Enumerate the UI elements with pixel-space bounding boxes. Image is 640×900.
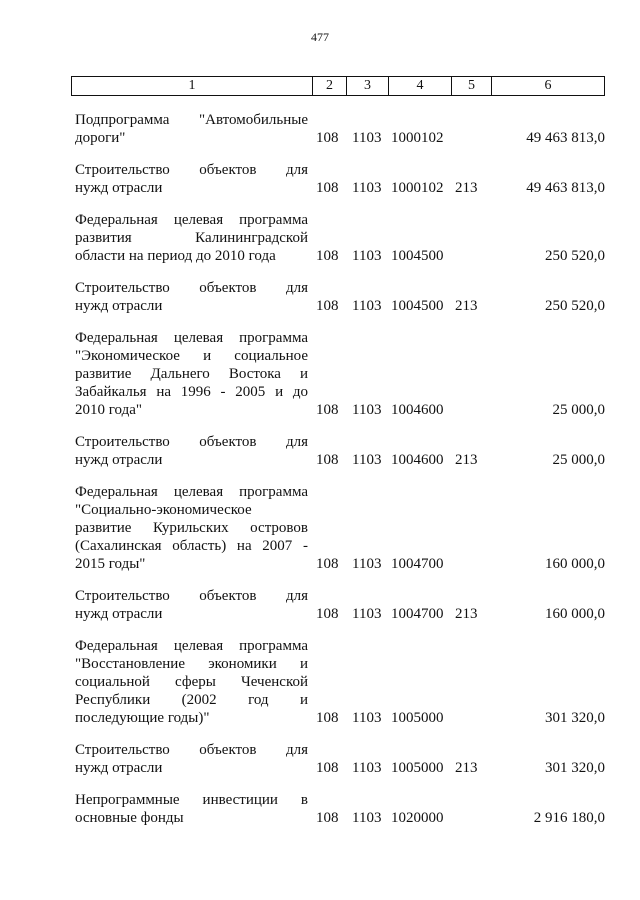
cell-c3: 1103: [352, 810, 382, 826]
description-line: Строительство объектов для: [75, 742, 308, 758]
cell-c2: 108: [316, 556, 339, 572]
description-line: дороги": [75, 130, 126, 146]
description-line: социальной сферы Чеченской: [75, 674, 308, 690]
description-line: (Сахалинская область) на 2007 -: [75, 538, 308, 554]
cell-c5: 213: [455, 760, 478, 776]
row-description: [75, 329, 308, 419]
row-description: [75, 637, 308, 727]
description-line: Федеральная целевая программа: [75, 212, 308, 228]
cell-c6: 25 000,0: [552, 402, 605, 418]
description-line: последующие годы)": [75, 710, 210, 726]
cell-c6: 160 000,0: [545, 606, 605, 622]
description-line: 2015 годы": [75, 556, 146, 572]
table-row: [75, 587, 605, 623]
cell-c4: 1000102: [391, 130, 444, 146]
table-row: [75, 111, 605, 147]
header-col-5: 5: [452, 77, 492, 95]
row-description: [75, 111, 308, 147]
cell-c6: 301 320,0: [545, 710, 605, 726]
cell-c3: 1103: [352, 606, 382, 622]
table-header: [71, 76, 605, 96]
header-col-6: 6: [544, 78, 552, 93]
description-line: Строительство объектов для: [75, 434, 308, 450]
table-row: [75, 279, 605, 315]
row-description: [75, 791, 308, 827]
description-line: 2010 года": [75, 402, 143, 418]
header-col-2: 2: [313, 77, 347, 95]
table-row: [75, 791, 605, 827]
table-body: [75, 111, 605, 841]
table-row: [75, 741, 605, 777]
cell-c4: 1020000: [391, 810, 444, 826]
table-row: [75, 211, 605, 265]
description-line: Строительство объектов для: [75, 588, 308, 604]
cell-c6: 250 520,0: [545, 298, 605, 314]
row-description: [75, 483, 308, 573]
cell-c4: 1004700: [391, 556, 444, 572]
description-line: нужд отрасли: [75, 452, 163, 468]
cell-c5: 213: [455, 298, 478, 314]
cell-c3: 1103: [352, 248, 382, 264]
description-line: нужд отрасли: [75, 180, 163, 196]
cell-c2: 108: [316, 180, 339, 196]
cell-c3: 1103: [352, 402, 382, 418]
description-line: Строительство объектов для: [75, 162, 308, 178]
description-line: "Экономическое и социальное: [75, 348, 308, 364]
cell-c4: 1004600: [391, 452, 444, 468]
table-row: [75, 433, 605, 469]
cell-c5: 213: [455, 452, 478, 468]
cell-c4: 1004600: [391, 402, 444, 418]
cell-c6: 301 320,0: [545, 760, 605, 776]
cell-c6: 2 916 180,0: [533, 810, 605, 826]
cell-c3: 1103: [352, 452, 382, 468]
header-col-3: 3: [347, 77, 389, 95]
description-line: развития Калининградской: [75, 230, 308, 246]
table-row: [75, 329, 605, 419]
row-description: [75, 161, 308, 197]
description-line: "Социально-экономическое: [75, 502, 252, 518]
row-description: [75, 211, 308, 265]
cell-c4: 1005000: [391, 760, 444, 776]
description-line: Федеральная целевая программа: [75, 638, 308, 654]
cell-c3: 1103: [352, 710, 382, 726]
table-row: [75, 637, 605, 727]
description-line: "Восстановление экономики и: [75, 656, 308, 672]
cell-c2: 108: [316, 130, 339, 146]
cell-c5: 213: [455, 180, 478, 196]
cell-c4: 1005000: [391, 710, 444, 726]
cell-c4: 1004500: [391, 248, 444, 264]
row-description: [75, 433, 308, 469]
cell-c5: 213: [455, 606, 478, 622]
header-col-1: 1: [72, 77, 313, 95]
cell-c6: 49 463 813,0: [526, 180, 605, 196]
description-line: нужд отрасли: [75, 606, 163, 622]
header-col-4: 4: [389, 77, 452, 95]
cell-c4: 1004500: [391, 298, 444, 314]
description-line: нужд отрасли: [75, 298, 163, 314]
description-line: нужд отрасли: [75, 760, 163, 776]
row-description: [75, 741, 308, 777]
description-line: Федеральная целевая программа: [75, 330, 308, 346]
cell-c3: 1103: [352, 760, 382, 776]
cell-c2: 108: [316, 402, 339, 418]
cell-c4: 1000102: [391, 180, 444, 196]
cell-c4: 1004700: [391, 606, 444, 622]
cell-c6: 250 520,0: [545, 248, 605, 264]
cell-c3: 1103: [352, 180, 382, 196]
description-line: развитие Дальнего Востока и: [75, 366, 308, 382]
cell-c2: 108: [316, 298, 339, 314]
row-description: [75, 279, 308, 315]
description-line: Строительство объектов для: [75, 280, 308, 296]
cell-c2: 108: [316, 452, 339, 468]
table-row: [75, 161, 605, 197]
row-description: [75, 587, 308, 623]
cell-c6: 49 463 813,0: [526, 130, 605, 146]
description-line: Забайкалья на 1996 - 2005 и до: [75, 384, 308, 400]
cell-c2: 108: [316, 606, 339, 622]
cell-c6: 25 000,0: [552, 452, 605, 468]
cell-c6: 160 000,0: [545, 556, 605, 572]
cell-c2: 108: [316, 760, 339, 776]
description-line: Республики (2002 год и: [75, 692, 308, 708]
cell-c2: 108: [316, 248, 339, 264]
description-line: основные фонды: [75, 810, 184, 826]
table-row: [75, 483, 605, 573]
description-line: Федеральная целевая программа: [75, 484, 308, 500]
description-line: области на период до 2010 года: [75, 248, 276, 264]
description-line: Подпрограмма "Автомобильные: [75, 112, 308, 128]
cell-c2: 108: [316, 810, 339, 826]
description-line: развитие Курильских островов: [75, 520, 308, 536]
page-number: 477: [311, 30, 329, 44]
cell-c2: 108: [316, 710, 339, 726]
cell-c3: 1103: [352, 130, 382, 146]
cell-c3: 1103: [352, 298, 382, 314]
cell-c3: 1103: [352, 556, 382, 572]
description-line: Непрограммные инвестиции в: [75, 792, 308, 808]
